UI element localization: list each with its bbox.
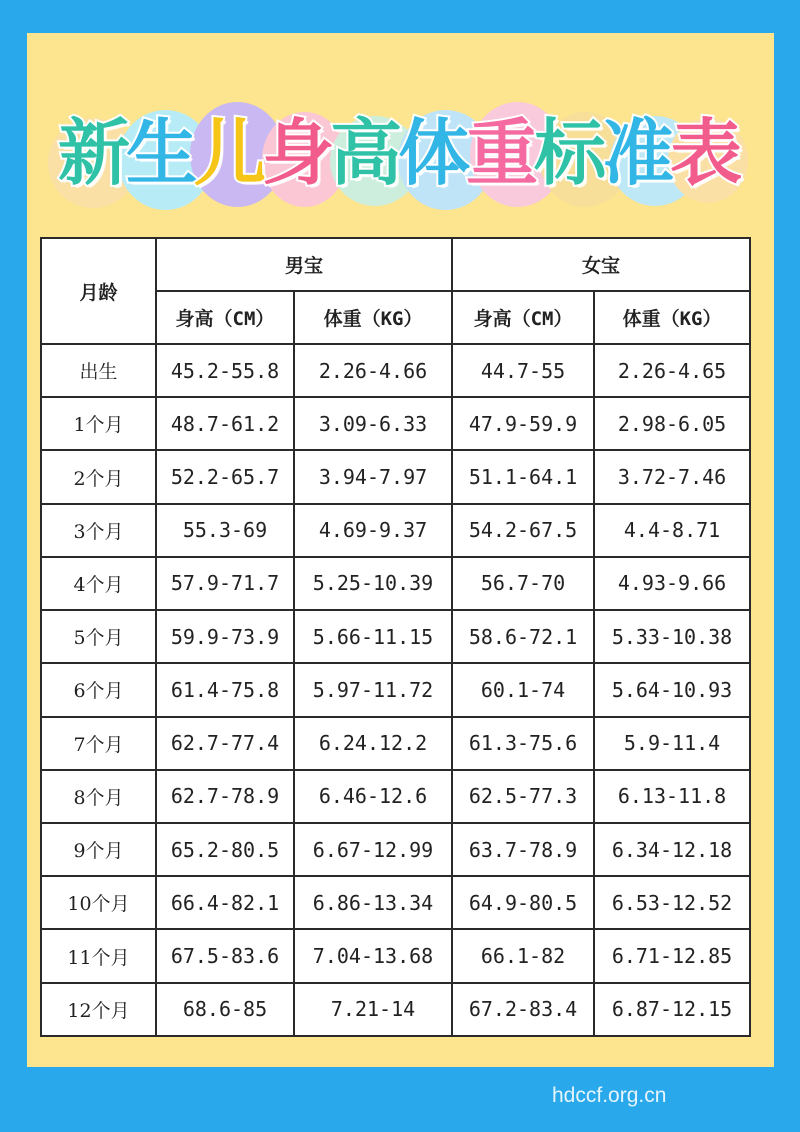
month-cell: 5个月 <box>41 610 156 663</box>
table-row <box>41 397 750 450</box>
girl-weight-cell: 6.53-12.52 <box>594 876 750 929</box>
month-cell: 2个月 <box>41 450 156 503</box>
table-row <box>41 823 750 876</box>
month-cell: 3个月 <box>41 504 156 557</box>
table-row <box>41 450 750 503</box>
title-char: 重 <box>466 111 539 195</box>
boy-height-cell: 61.4-75.8 <box>156 663 294 716</box>
month-cell: 4个月 <box>41 557 156 610</box>
boy-height-cell: 57.9-71.7 <box>156 557 294 610</box>
table-row <box>41 929 750 982</box>
boy-height-cell: 62.7-78.9 <box>156 770 294 823</box>
girl-weight-cell: 6.13-11.8 <box>594 770 750 823</box>
girl-height-cell: 44.7-55 <box>452 344 594 397</box>
boy-weight-cell: 2.26-4.66 <box>294 344 452 397</box>
month-cell: 9个月 <box>41 823 156 876</box>
watermark: hdccf.org.cn <box>552 1084 667 1107</box>
girl-header: 女宝 <box>452 238 750 291</box>
boy-height-cell: 45.2-55.8 <box>156 344 294 397</box>
girl-height-cell: 61.3-75.6 <box>452 717 594 770</box>
boy-height-cell: 48.7-61.2 <box>156 397 294 450</box>
boy-header: 男宝 <box>156 238 452 291</box>
boy-height-cell: 59.9-73.9 <box>156 610 294 663</box>
page-title <box>58 108 743 198</box>
girl-height-cell: 67.2-83.4 <box>452 983 594 1036</box>
age-header: 月龄 <box>41 238 156 344</box>
table-row <box>41 663 750 716</box>
girl-height-cell: 51.1-64.1 <box>452 450 594 503</box>
girl-height-cell: 58.6-72.1 <box>452 610 594 663</box>
boy-weight-cell: 7.21-14 <box>294 983 452 1036</box>
growth-standards-table <box>40 237 749 1037</box>
girl-height-cell: 56.7-70 <box>452 557 594 610</box>
boy-weight-cell: 6.86-13.34 <box>294 876 452 929</box>
table-row <box>41 717 750 770</box>
boy-weight-cell: 5.97-11.72 <box>294 663 452 716</box>
boy-weight-cell: 6.67-12.99 <box>294 823 452 876</box>
table-row <box>41 876 750 929</box>
girl-weight-cell: 3.72-7.46 <box>594 450 750 503</box>
boy-weight-header: 体重（KG） <box>294 291 452 344</box>
girl-weight-cell: 5.9-11.4 <box>594 717 750 770</box>
girl-height-cell: 64.9-80.5 <box>452 876 594 929</box>
girl-weight-cell: 2.26-4.65 <box>594 344 750 397</box>
boy-height-cell: 66.4-82.1 <box>156 876 294 929</box>
month-cell: 1个月 <box>41 397 156 450</box>
month-cell: 12个月 <box>41 983 156 1036</box>
month-cell: 6个月 <box>41 663 156 716</box>
table-row <box>41 610 750 663</box>
table-row <box>41 983 750 1036</box>
girl-weight-cell: 4.4-8.71 <box>594 504 750 557</box>
girl-weight-cell: 5.64-10.93 <box>594 663 750 716</box>
boy-weight-cell: 3.09-6.33 <box>294 397 452 450</box>
girl-height-cell: 62.5-77.3 <box>452 770 594 823</box>
girl-weight-cell: 6.34-12.18 <box>594 823 750 876</box>
boy-height-cell: 65.2-80.5 <box>156 823 294 876</box>
table-row <box>41 557 750 610</box>
girl-height-cell: 60.1-74 <box>452 663 594 716</box>
girl-weight-cell: 5.33-10.38 <box>594 610 750 663</box>
girl-height-cell: 66.1-82 <box>452 929 594 982</box>
boy-height-cell: 67.5-83.6 <box>156 929 294 982</box>
boy-weight-cell: 5.25-10.39 <box>294 557 452 610</box>
boy-height-header: 身高（CM） <box>156 291 294 344</box>
month-cell: 出生 <box>41 344 156 397</box>
title-char: 表 <box>670 111 743 195</box>
month-cell: 10个月 <box>41 876 156 929</box>
girl-height-header: 身高（CM） <box>452 291 594 344</box>
boy-height-cell: 68.6-85 <box>156 983 294 1036</box>
month-cell: 7个月 <box>41 717 156 770</box>
title-char: 新 <box>58 111 131 195</box>
boy-weight-cell: 5.66-11.15 <box>294 610 452 663</box>
girl-height-cell: 54.2-67.5 <box>452 504 594 557</box>
boy-height-cell: 52.2-65.7 <box>156 450 294 503</box>
title-char: 生 <box>126 111 199 195</box>
month-cell: 8个月 <box>41 770 156 823</box>
girl-height-cell: 47.9-59.9 <box>452 397 594 450</box>
boy-weight-cell: 6.24.12.2 <box>294 717 452 770</box>
title-char: 身 <box>262 111 335 195</box>
girl-weight-cell: 6.87-12.15 <box>594 983 750 1036</box>
title-char: 准 <box>602 111 675 195</box>
title-char: 儿 <box>194 111 267 195</box>
girl-weight-cell: 6.71-12.85 <box>594 929 750 982</box>
month-cell: 11个月 <box>41 929 156 982</box>
table-row <box>41 770 750 823</box>
title-char: 标 <box>534 111 607 195</box>
title-char: 体 <box>398 111 471 195</box>
boy-weight-cell: 7.04-13.68 <box>294 929 452 982</box>
boy-height-cell: 55.3-69 <box>156 504 294 557</box>
girl-weight-header: 体重（KG） <box>594 291 750 344</box>
girl-weight-cell: 2.98-6.05 <box>594 397 750 450</box>
girl-height-cell: 63.7-78.9 <box>452 823 594 876</box>
boy-weight-cell: 3.94-7.97 <box>294 450 452 503</box>
table-row <box>41 344 750 397</box>
table-row <box>41 504 750 557</box>
girl-weight-cell: 4.93-9.66 <box>594 557 750 610</box>
title-char: 高 <box>330 111 403 195</box>
boy-weight-cell: 6.46-12.6 <box>294 770 452 823</box>
boy-weight-cell: 4.69-9.37 <box>294 504 452 557</box>
boy-height-cell: 62.7-77.4 <box>156 717 294 770</box>
